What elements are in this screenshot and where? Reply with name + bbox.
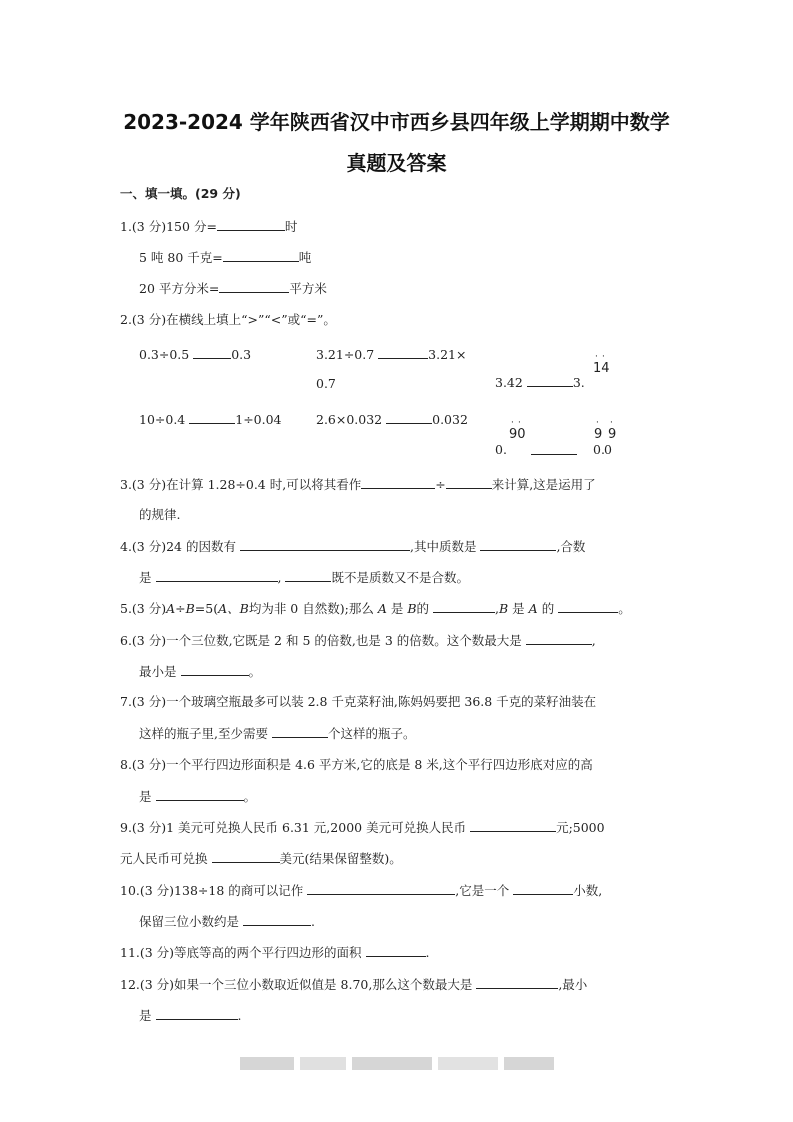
- question-text: 最小是: [139, 664, 177, 679]
- repeating-digits: 14: [593, 361, 610, 376]
- compare-blank[interactable]: [527, 374, 573, 387]
- answer-blank[interactable]: [433, 600, 495, 613]
- question-9: [120, 819, 605, 836]
- question-text: 11.(3 分)等底等高的两个平行四边形的面积: [120, 945, 362, 960]
- question-text: 是: [139, 789, 152, 804]
- question-3-line2: 的规律.: [139, 507, 181, 522]
- compare-blank-wrap: [531, 442, 577, 459]
- answer-blank[interactable]: [219, 280, 289, 293]
- answer-blank[interactable]: [526, 632, 592, 645]
- answer-blank[interactable]: [446, 476, 492, 489]
- answer-blank[interactable]: [223, 249, 299, 262]
- variable: B: [499, 601, 509, 616]
- answer-blank[interactable]: [361, 476, 435, 489]
- answer-blank[interactable]: [156, 1007, 238, 1020]
- repeating-digit: 9: [608, 427, 617, 442]
- question-5: [120, 600, 631, 617]
- repeat-dot: ·: [511, 418, 514, 428]
- expr-left: 0.3÷0.5: [139, 347, 190, 362]
- compare-right-prefix: 0.: [593, 442, 605, 457]
- question-text: 均为非 0 自然数);那么: [248, 601, 374, 616]
- repeat-dot: ·: [596, 418, 599, 428]
- question-text: 的: [541, 601, 555, 616]
- expr-left: 10÷0.4: [139, 412, 186, 427]
- compare-blank[interactable]: [193, 346, 231, 359]
- expr-left: 3.21÷0.7: [316, 347, 375, 362]
- question-8-line2: [139, 788, 256, 805]
- question-text: ,它是一个: [455, 883, 510, 898]
- question-text: 1.(3 分)150 分=: [120, 219, 217, 234]
- expr-right-continued: 0.7: [316, 376, 336, 391]
- question-text: .: [237, 1008, 242, 1023]
- question-text: 既不是质数又不是合数。: [331, 570, 469, 585]
- question-text: 9.(3 分)1 美元可兑换人民币 6.31 元,2000 美元可兑换人民币: [120, 820, 467, 835]
- question-text: 的: [416, 601, 430, 616]
- watermark-block: [438, 1057, 498, 1070]
- repeat-dot: ·: [518, 418, 521, 428]
- question-7: 7.(3 分)一个玻璃空瓶最多可以装 2.8 千克菜籽油,陈妈妈要把 36.8 千克的菜籽油装在: [120, 694, 597, 709]
- answer-blank[interactable]: [181, 663, 249, 676]
- question-text: 12.(3 分)如果一个三位小数取近似值是 8.70,那么这个数最大是: [120, 977, 473, 992]
- question-text: 。: [248, 664, 262, 679]
- answer-blank[interactable]: [513, 882, 573, 895]
- compare-blank[interactable]: [531, 442, 577, 455]
- compare-item: [316, 346, 466, 363]
- compare-item: [316, 411, 468, 428]
- question-text: =5(: [194, 601, 219, 616]
- answer-blank[interactable]: [156, 569, 278, 582]
- question-text: 来计算,这是运用了: [491, 477, 596, 492]
- question-text: ,: [277, 570, 282, 585]
- question-text: 美元(结果保留整数)。: [279, 851, 402, 866]
- question-text: ,: [591, 633, 596, 648]
- answer-blank[interactable]: [240, 538, 410, 551]
- expr-right: 0.032: [432, 412, 468, 427]
- answer-blank[interactable]: [285, 569, 331, 582]
- question-text: 个这样的瓶子。: [327, 726, 416, 741]
- question-12: [120, 976, 587, 993]
- question-text: .: [311, 914, 315, 929]
- question-text: 。: [618, 601, 631, 616]
- answer-blank[interactable]: [156, 788, 244, 801]
- repeat-dot: ·: [610, 418, 613, 428]
- compare-item: [139, 346, 251, 363]
- question-text: ,合数: [556, 539, 586, 554]
- variable: A: [377, 601, 387, 616]
- watermark-block: [300, 1057, 346, 1070]
- variable: A、B: [218, 601, 249, 616]
- answer-blank[interactable]: [212, 850, 280, 863]
- compare-blank[interactable]: [386, 411, 432, 424]
- answer-blank[interactable]: [480, 538, 556, 551]
- question-text: .: [425, 945, 430, 960]
- watermark-block: [352, 1057, 432, 1070]
- question-6: [120, 632, 596, 649]
- expr-right: 1÷0.04: [235, 412, 282, 427]
- question-10: [120, 882, 602, 899]
- question-text: 5 吨 80 千克=: [139, 250, 223, 265]
- question-7-line2: [139, 725, 415, 742]
- expr-right: 0.3: [231, 347, 252, 362]
- repeat-dot: ·: [595, 352, 598, 362]
- answer-blank[interactable]: [217, 218, 285, 231]
- expr-right: 3.: [572, 375, 585, 390]
- answer-blank[interactable]: [307, 882, 455, 895]
- question-text: ,其中质数是: [409, 539, 477, 554]
- expr-right: 3.21×: [428, 347, 467, 362]
- question-text: 。: [243, 789, 257, 804]
- question-text: 元人民币可兑换: [120, 851, 208, 866]
- operator-text: ÷: [435, 477, 446, 492]
- question-1-line3: [139, 280, 327, 297]
- answer-blank[interactable]: [470, 819, 556, 832]
- expr-left: 3.42: [495, 375, 523, 390]
- question-text: 是: [512, 601, 525, 616]
- question-9-line2: [120, 850, 402, 867]
- question-text: 是: [139, 570, 152, 585]
- answer-blank[interactable]: [476, 976, 558, 989]
- variable: B: [407, 601, 417, 616]
- question-3: [120, 476, 596, 493]
- question-1: [120, 218, 297, 235]
- question-6-line2: [139, 663, 261, 680]
- answer-blank[interactable]: [366, 944, 426, 957]
- compare-item: [139, 411, 282, 428]
- compare-left-prefix: 0.: [495, 442, 507, 457]
- watermark-block: [240, 1057, 294, 1070]
- question-8: 8.(3 分)一个平行四边形面积是 4.6 平方米,它的底是 8 米,这个平行四边形底对应的高: [120, 757, 593, 772]
- answer-blank[interactable]: [272, 725, 328, 738]
- question-text: 这样的瓶子里,至少需要: [139, 726, 268, 741]
- page-title: 2023-2024 学年陕西省汉中市西乡县四年级上学期期中数学: [123, 110, 670, 134]
- compare-blank[interactable]: [378, 346, 428, 359]
- answer-blank[interactable]: [243, 913, 311, 926]
- variable: A: [528, 601, 538, 616]
- digit: 0: [604, 442, 612, 457]
- section-heading: 一、填一填。(29 分): [120, 186, 241, 201]
- repeating-digits: 90: [509, 427, 526, 442]
- repeating-digit: 9: [594, 427, 603, 442]
- compare-item: [495, 374, 585, 391]
- compare-blank[interactable]: [189, 411, 235, 424]
- question-1-line2: [139, 249, 311, 266]
- question-2: 2.(3 分)在横线上填上“>”“<”或“=”。: [120, 312, 336, 327]
- question-12-line2: [139, 1007, 241, 1024]
- unit-text: 吨: [298, 250, 312, 265]
- question-11: [120, 944, 430, 961]
- question-text: ,: [495, 601, 499, 616]
- question-text: 保留三位小数约是: [139, 914, 240, 929]
- question-text: 5.(3 分): [120, 601, 167, 616]
- question-text: 6.(3 分)一个三位数,它既是 2 和 5 的倍数,也是 3 的倍数。这个数最大是: [120, 633, 522, 648]
- question-text: 4.(3 分)24 的因数有: [120, 539, 236, 554]
- watermark-block: [504, 1057, 554, 1070]
- question-4: [120, 538, 585, 555]
- page-title-line2: 真题及答案: [346, 151, 447, 175]
- question-text: 20 平方分米=: [139, 281, 220, 296]
- question-text: 是: [390, 601, 404, 616]
- question-text: 小数,: [573, 883, 603, 898]
- question-text: 3.(3 分)在计算 1.28÷0.4 时,可以将其看作: [120, 477, 362, 492]
- question-text: 是: [139, 1008, 152, 1023]
- variable: A÷B: [166, 601, 195, 616]
- question-4-line2: [139, 569, 469, 586]
- question-10-line2: [139, 913, 315, 930]
- question-text: 10.(3 分)138÷18 的商可以记作: [120, 883, 304, 898]
- answer-blank[interactable]: [558, 600, 618, 613]
- unit-text: 时: [284, 219, 298, 234]
- unit-text: 平方米: [289, 281, 327, 296]
- repeat-dot: ·: [602, 352, 605, 362]
- expr-left: 2.6×0.032: [316, 412, 383, 427]
- question-text: ,最小: [558, 977, 588, 992]
- question-text: 元;5000: [556, 820, 605, 835]
